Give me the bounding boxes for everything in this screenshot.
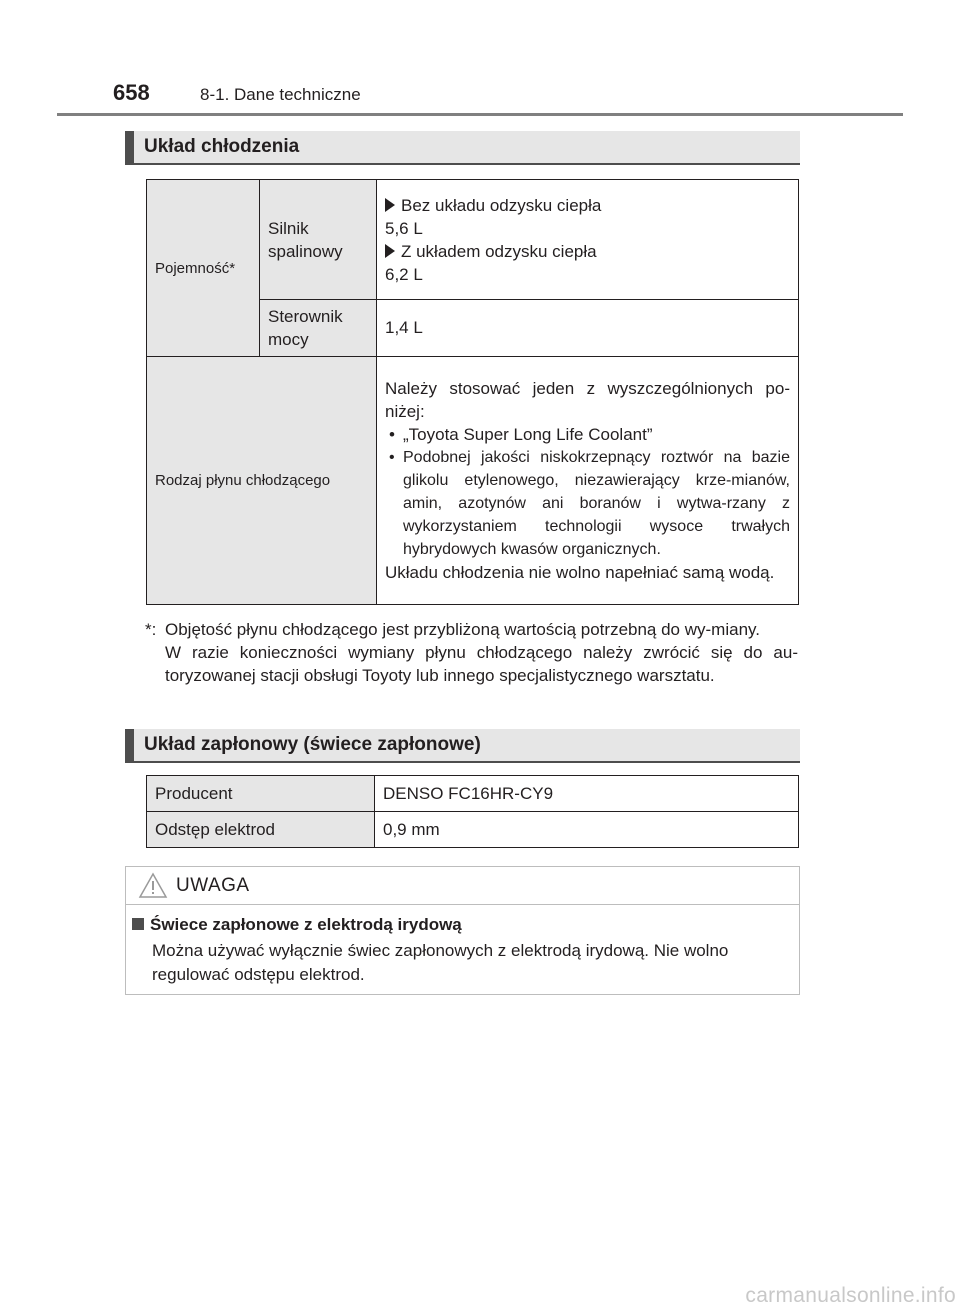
warning-text: Można używać wyłącznie świec zapłonowych z elektrodą irydową. Nie wolno regulować odstępu elektrod. (152, 941, 729, 984)
engine-variant-value: 5,6 L (385, 218, 423, 238)
arrow-right-icon (385, 244, 395, 258)
watermark: carmanualsonline.info (745, 1284, 956, 1307)
capacity-label: Pojemność* (147, 180, 260, 357)
engine-variant-label: Bez układu odzysku ciepła (401, 195, 602, 215)
warning-subtitle: Świece zapłonowe z elektrodą irydową (132, 915, 462, 935)
header-rule (57, 113, 903, 116)
engine-label: Silnik spalinowy (260, 180, 377, 300)
warning-title: UWAGA (176, 875, 250, 896)
coolant-bullet: • Podobnej jakości niskokrzepnący roztwór na bazie glikolu etylenowego, niezawierający krze-mianów, amin, azotynów ani boranów i wytwa-rzany z wykorzystaniem technologii wysoce trwałych hybrydowych kwasów organicznych. (389, 449, 790, 558)
electrode-gap-label: Odstęp elektrod (147, 812, 375, 848)
footnote (145, 618, 798, 687)
engine-values (377, 180, 799, 300)
pcu-label: Sterownik mocy (260, 300, 377, 357)
arrow-right-icon (385, 198, 395, 212)
page-number: 658 (113, 80, 150, 105)
manufacturer-value: DENSO FC16HR-CY9 (375, 776, 799, 812)
warning-header (126, 867, 799, 905)
manufacturer-label: Producent (147, 776, 375, 812)
coolant-type-label: Rodzaj płynu chłodzącego (147, 357, 377, 605)
chapter-title: 8-1. Dane techniczne (200, 85, 361, 104)
footnote-line: W razie konieczności wymiany płynu chłodzącego należy zwrócić się do au-toryzowanej stacji obsługi Toyoty lub innego specjalistycznego warsztatu. (165, 643, 798, 685)
cooling-table (146, 179, 799, 605)
pcu-value: 1,4 L (377, 300, 799, 357)
coolant-type-value: Należy stosować jeden z wyszczególnionych po-niżej: • „Toyota Super Long Life Coolant” • Podobnej jakości niskokrzepnący roztwór na bazie glikolu etylenowego, niezawierający krze-mianów, amin, azotynów ani boranów i wytwa-rzany z wykorzystaniem technologii wysoce trwałych hybrydowych kwasów organicznych. Układu chłodzenia nie wolno napełniać samą wodą. (377, 357, 799, 605)
engine-variant-label: Z układem odzysku ciepła (401, 241, 597, 261)
warning-triangle-icon (138, 872, 168, 899)
ignition-table (146, 775, 799, 848)
coolant-bullet: • „Toyota Super Long Life Coolant” (389, 425, 653, 444)
footnote-mark: *: (145, 620, 157, 639)
warning-box (125, 866, 800, 995)
electrode-gap-value: 0,9 mm (375, 812, 799, 848)
square-bullet-icon (132, 918, 144, 930)
engine-variant-value: 6,2 L (385, 264, 423, 284)
section-title-cooling: Układ chłodzenia (125, 131, 800, 165)
footnote-line: Objętość płynu chłodzącego jest przybliżoną wartością potrzebną do wy-miany. (165, 620, 760, 639)
section-title-ignition: Układ zapłonowy (świece zapłonowe) (125, 729, 800, 763)
